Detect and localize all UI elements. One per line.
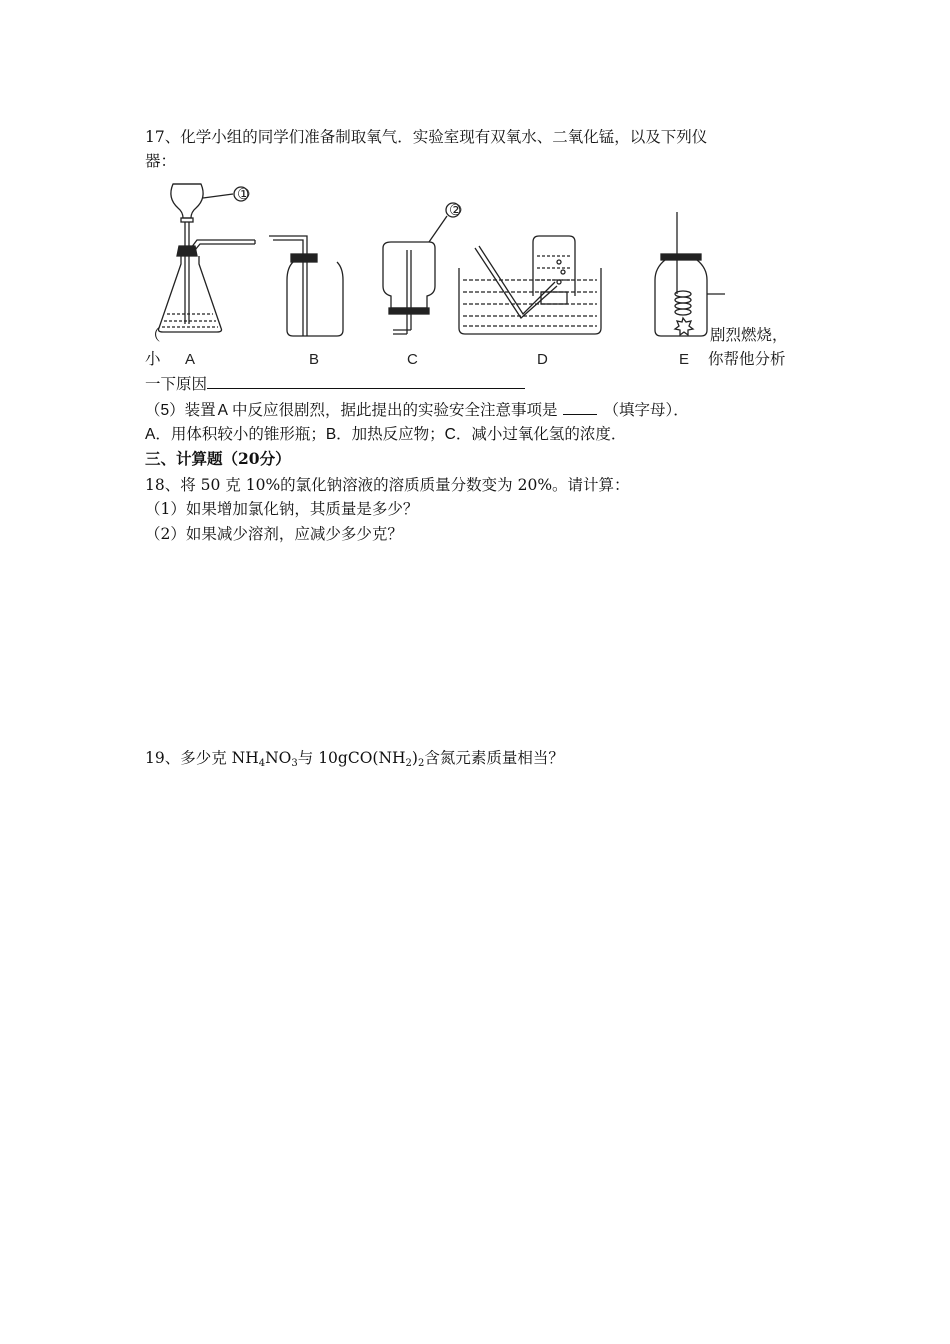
answer-blank-reason[interactable]: [207, 374, 525, 389]
callout-1: ①: [237, 186, 251, 203]
q17-partial-right-1: 剧烈燃烧，: [710, 326, 788, 344]
callout-2: ②: [449, 202, 463, 219]
section-title: 三、计算题（20分）: [145, 449, 291, 468]
apparatus-b: [269, 236, 343, 336]
q17-partial-left-2: 小: [145, 350, 161, 368]
q17-part5: （5）装置 A 中反应很剧烈，据此提出的实验安全注意事项是 （填字母）．: [145, 401, 689, 419]
apparatus-c: [383, 202, 463, 334]
apparatus-e: [655, 212, 725, 336]
label-b: B: [309, 351, 320, 368]
q17-line1: 17、化学小组的同学们准备制取氧气．实验室现有双氧水、二氧化锰，以及下列仪: [145, 128, 708, 146]
q17-line2: 器：: [145, 152, 177, 170]
apparatus-a: [159, 184, 256, 332]
q18-line1: 18、将 50 克 10%的氯化钠溶液的溶质质量分数变为 20%。请计算：: [145, 476, 630, 494]
q17-line3: [145, 373, 525, 395]
label-a: A: [185, 351, 196, 368]
answer-blank-letter[interactable]: [563, 400, 597, 415]
q17-partial-right-2: 你帮他分析: [708, 350, 786, 368]
q17-options: A．用体积较小的锥形瓶；B．加热反应物；C．减小过氧化氢的浓度．: [145, 426, 627, 443]
q18-sub1: （1）如果增加氯化钠，其质量是多少？: [145, 500, 419, 518]
apparatus-d: [459, 236, 601, 334]
label-c: C: [407, 351, 418, 368]
label-d: D: [537, 351, 548, 368]
label-e: E: [679, 351, 690, 368]
lab-apparatus-figure: [145, 176, 745, 371]
q17-line3-prefix: 一下原因: [145, 375, 208, 393]
q18-sub2: （2）如果减少溶剂，应减少多少克？: [145, 525, 403, 543]
q19-line: 19、多少克 $NH_4NO_3$与 $10gCO(NH_2)_2$含氮元素质量相当？: [145, 749, 564, 769]
